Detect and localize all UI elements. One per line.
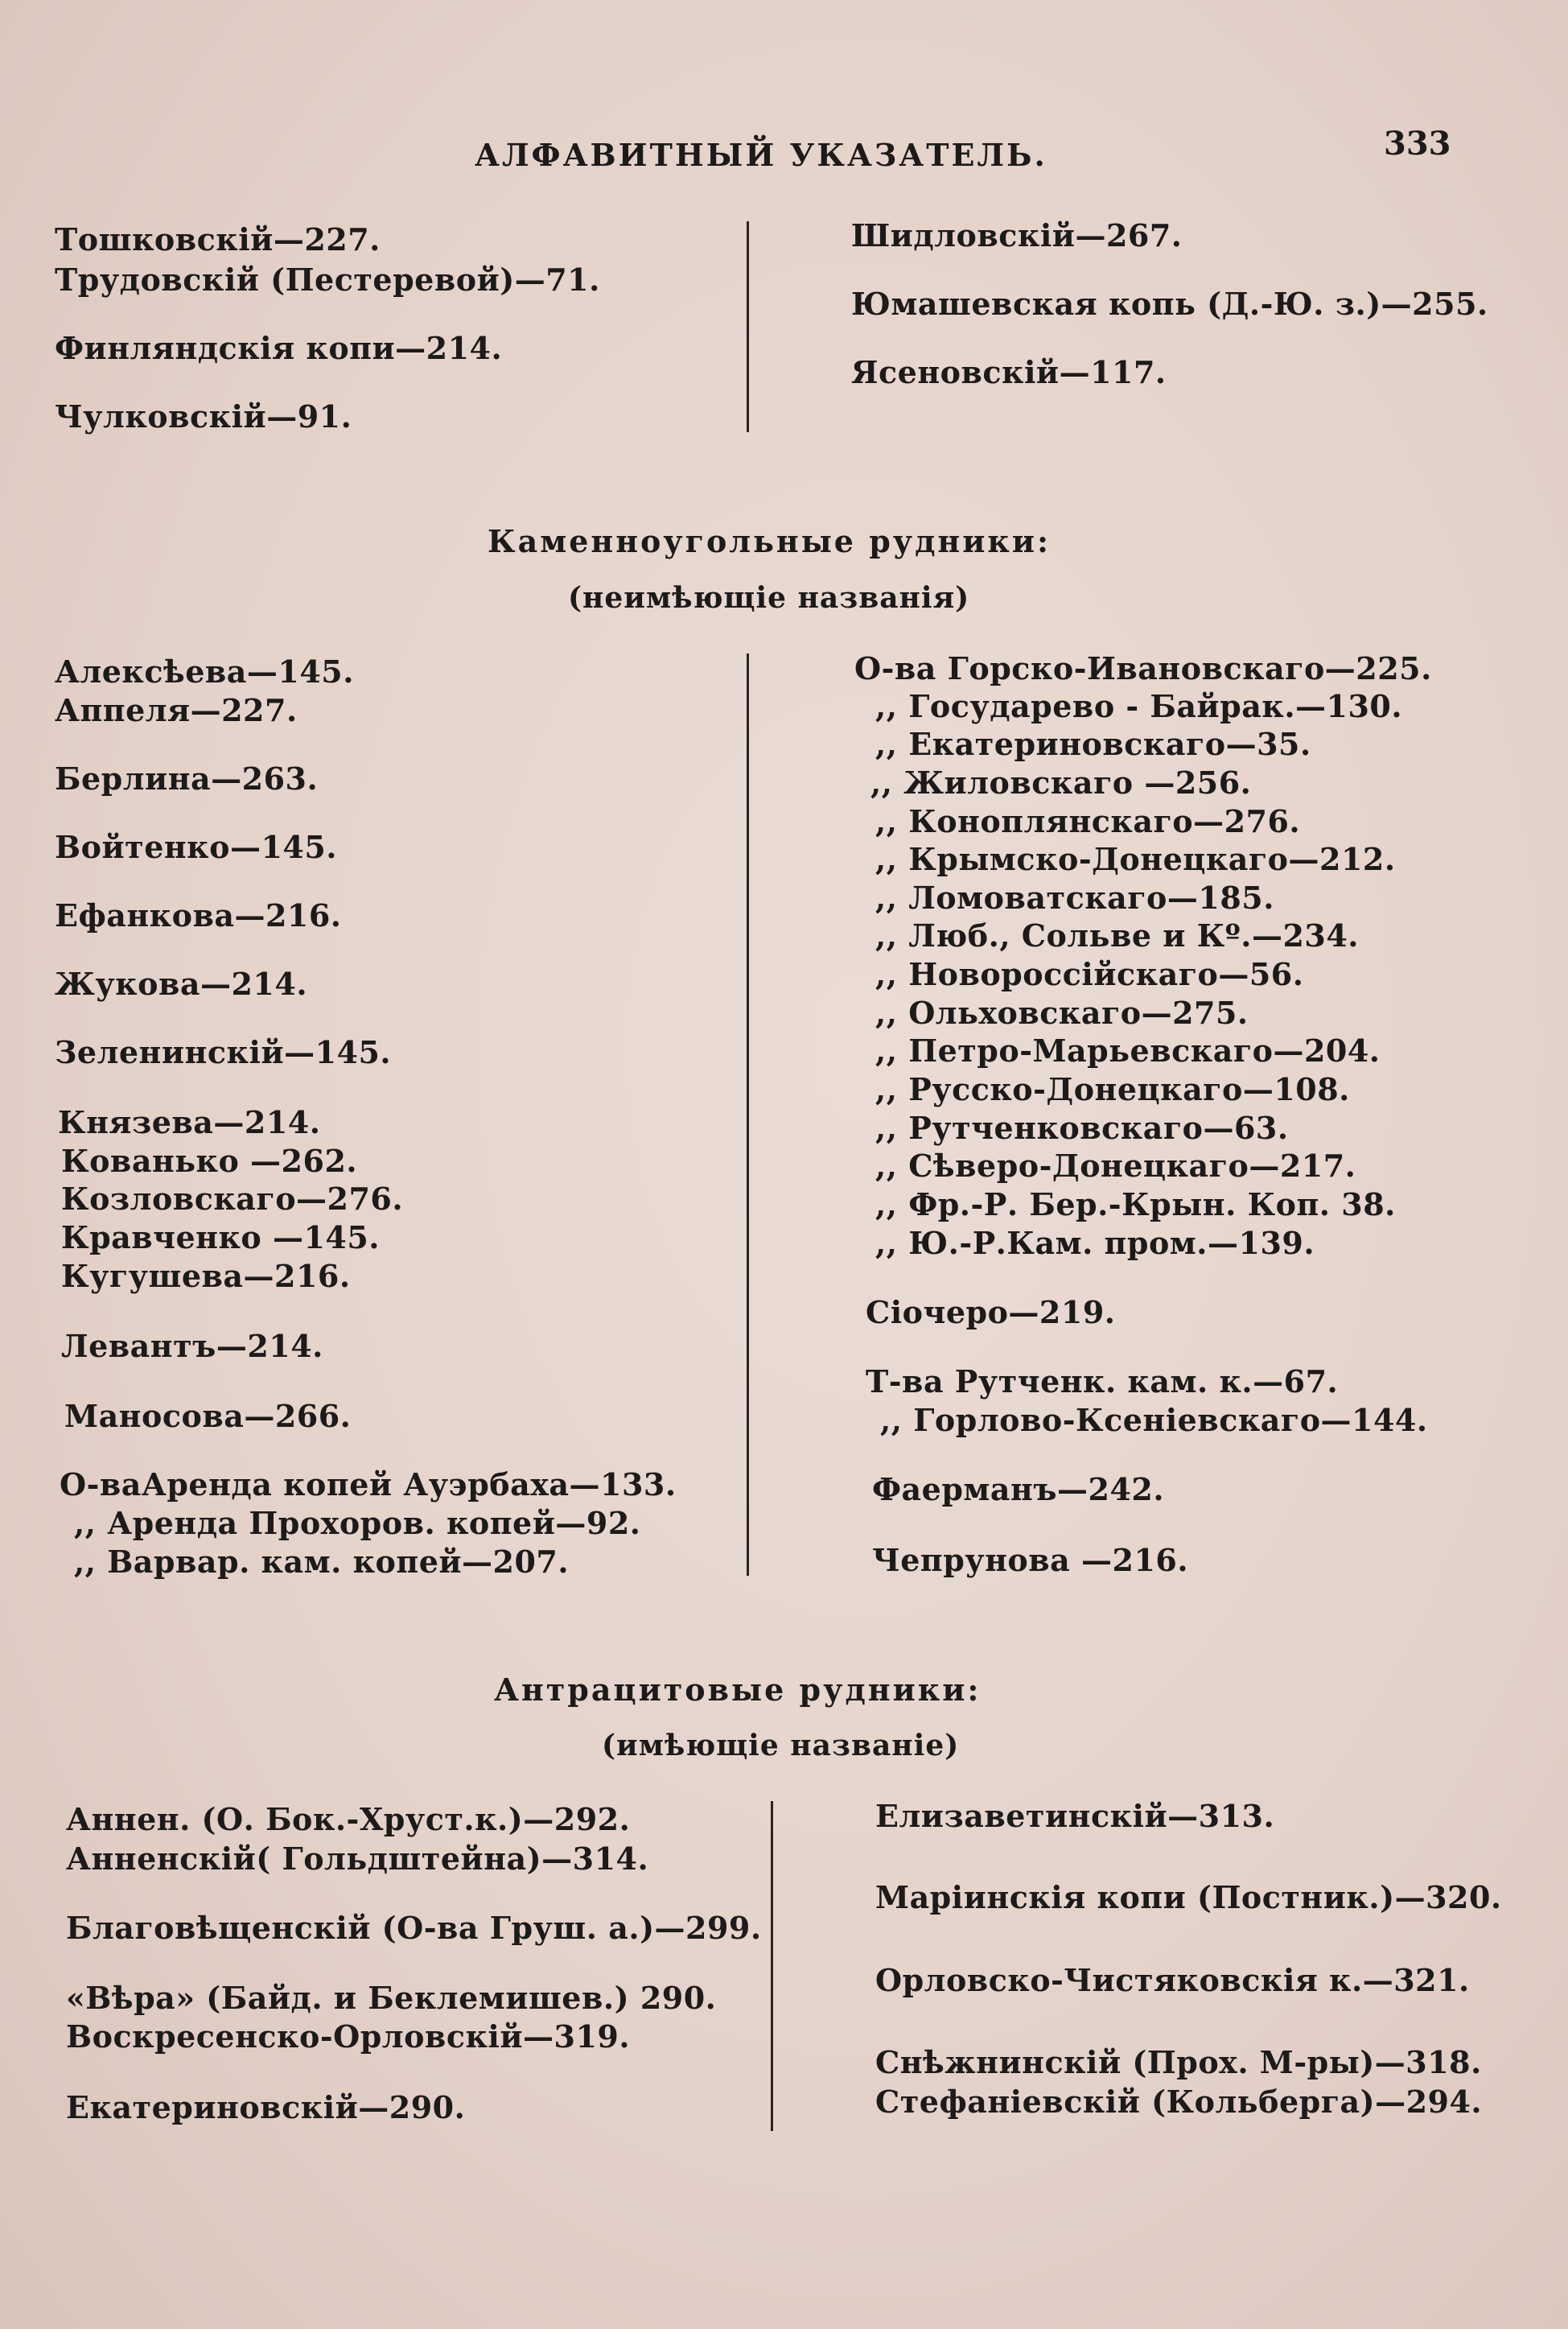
index-entry: Чепрунова —216. xyxy=(872,1542,1189,1578)
index-entry: Аннен. (О. Бок.-Хруст.к.)—292. xyxy=(66,1801,631,1837)
index-entry: ,, Люб., Сольве и Кº.—234. xyxy=(875,917,1360,954)
index-entry: Аппеля—227. xyxy=(55,692,298,728)
index-entry: Елизаветинскій—313. xyxy=(875,1798,1275,1834)
index-entry: ,, Рутченковскаго—63. xyxy=(875,1110,1289,1146)
index-entry: ,, Петро-Марьевскаго—204. xyxy=(875,1033,1381,1069)
index-entry: О-ваАренда копей Ауэрбаха—133. xyxy=(60,1466,677,1503)
index-entry: Орловско-Чистяковскія к.—321. xyxy=(875,1962,1470,1998)
index-entry: ,, Ольховскаго—275. xyxy=(875,995,1249,1031)
column-divider xyxy=(747,653,749,1576)
index-entry: ,, Новороссійскаго—56. xyxy=(875,956,1304,992)
index-entry: ,, Коноплянскаго—276. xyxy=(875,803,1301,839)
index-entry: ,, Горлово-Ксеніевскаго—144. xyxy=(880,1402,1428,1438)
index-entry: О-ва Горско-Ивановскаго—225. xyxy=(854,650,1432,686)
column-divider xyxy=(747,221,749,432)
index-entry: Фаерманъ—242. xyxy=(872,1471,1165,1507)
index-entry: ,, Фр.-Р. Бер.-Крын. Коп. 38. xyxy=(875,1186,1396,1222)
index-entry: Трудовскій (Пестеревой)—71. xyxy=(55,262,600,298)
index-entry: Маріинскія копи (Постник.)—320. xyxy=(875,1879,1502,1915)
index-entry: Благовѣщенскій (О-ва Груш. а.)—299. xyxy=(66,1910,762,1946)
index-entry: ,, Екатериновскаго—35. xyxy=(875,726,1311,762)
index-entry: Тошковскій—227. xyxy=(55,221,381,258)
index-entry: ,, Ломоватскаго—185. xyxy=(875,880,1274,916)
index-entry: Финляндскія копи—214. xyxy=(55,330,503,366)
index-entry: ,, Русско-Донецкаго—108. xyxy=(875,1071,1350,1107)
index-entry: Зеленинскій—145. xyxy=(55,1034,392,1070)
index-entry: ,, Жиловскаго —256. xyxy=(870,765,1252,801)
index-entry: Т-ва Рутченк. кам. к.—67. xyxy=(866,1363,1339,1399)
index-entry: Кравченко —145. xyxy=(61,1219,381,1255)
index-entry: ,, Аренда Прохоров. копей—92. xyxy=(74,1505,641,1541)
index-entry: Чулковскій—91. xyxy=(55,398,352,435)
running-header: АЛФАВИТНЫЙ УКАЗАТЕЛЬ. xyxy=(475,137,1047,173)
index-entry: ,, Крымско-Донецкаго—212. xyxy=(875,841,1396,877)
index-entry: Шидловскій—267. xyxy=(851,217,1183,254)
index-entry: Левантъ—214. xyxy=(61,1328,323,1364)
index-entry: ,, Государево - Байрак.—130. xyxy=(875,688,1403,724)
index-entry: Войтенко—145. xyxy=(55,829,338,865)
index-entry: ,, Варвар. кам. копей—207. xyxy=(74,1544,570,1580)
index-entry: Воскресенско-Орловскій—319. xyxy=(66,2018,631,2055)
index-entry: «Вѣра» (Байд. и Беклемишев.) 290. xyxy=(66,1980,717,2016)
page-number: 333 xyxy=(1384,125,1451,163)
index-entry: Ефанкова—216. xyxy=(55,897,342,934)
index-entry: Козловскаго—276. xyxy=(61,1181,404,1217)
column-divider xyxy=(771,1801,773,2131)
index-entry: Маносова—266. xyxy=(64,1398,352,1434)
section-subtitle: (неимѣющіе названія) xyxy=(568,581,970,615)
index-entry: Юмашевская копь (Д.-Ю. з.)—255. xyxy=(851,286,1488,322)
index-entry: Снѣжнинскій (Прох. М-ры)—318. xyxy=(875,2044,1482,2080)
index-entry: Князева—214. xyxy=(58,1104,321,1140)
index-entry: Берлина—263. xyxy=(55,761,319,797)
index-entry: Кугушева—216. xyxy=(61,1258,351,1294)
index-entry: Сіочеро—219. xyxy=(866,1294,1116,1330)
index-entry: ,, Сѣверо-Донецкаго—217. xyxy=(875,1148,1356,1184)
section-subtitle: (имѣющіе названіе) xyxy=(602,1729,960,1762)
section-title: Антрацитовые рудники: xyxy=(494,1672,982,1708)
index-entry: Алексѣева—145. xyxy=(55,653,354,690)
index-entry: Анненскій( Гольдштейна)—314. xyxy=(66,1841,649,1877)
index-entry: Стефаніевскій (Кольберга)—294. xyxy=(875,2084,1483,2120)
section-title: Каменноугольные рудники: xyxy=(488,523,1052,559)
index-entry: Ясеновскій—117. xyxy=(851,354,1167,390)
index-entry: ,, Ю.-Р.Кам. пром.—139. xyxy=(875,1225,1315,1261)
index-entry: Кованько —262. xyxy=(61,1143,358,1179)
index-entry: Екатериновскій—290. xyxy=(66,2089,466,2125)
index-entry: Жукова—214. xyxy=(55,966,308,1002)
